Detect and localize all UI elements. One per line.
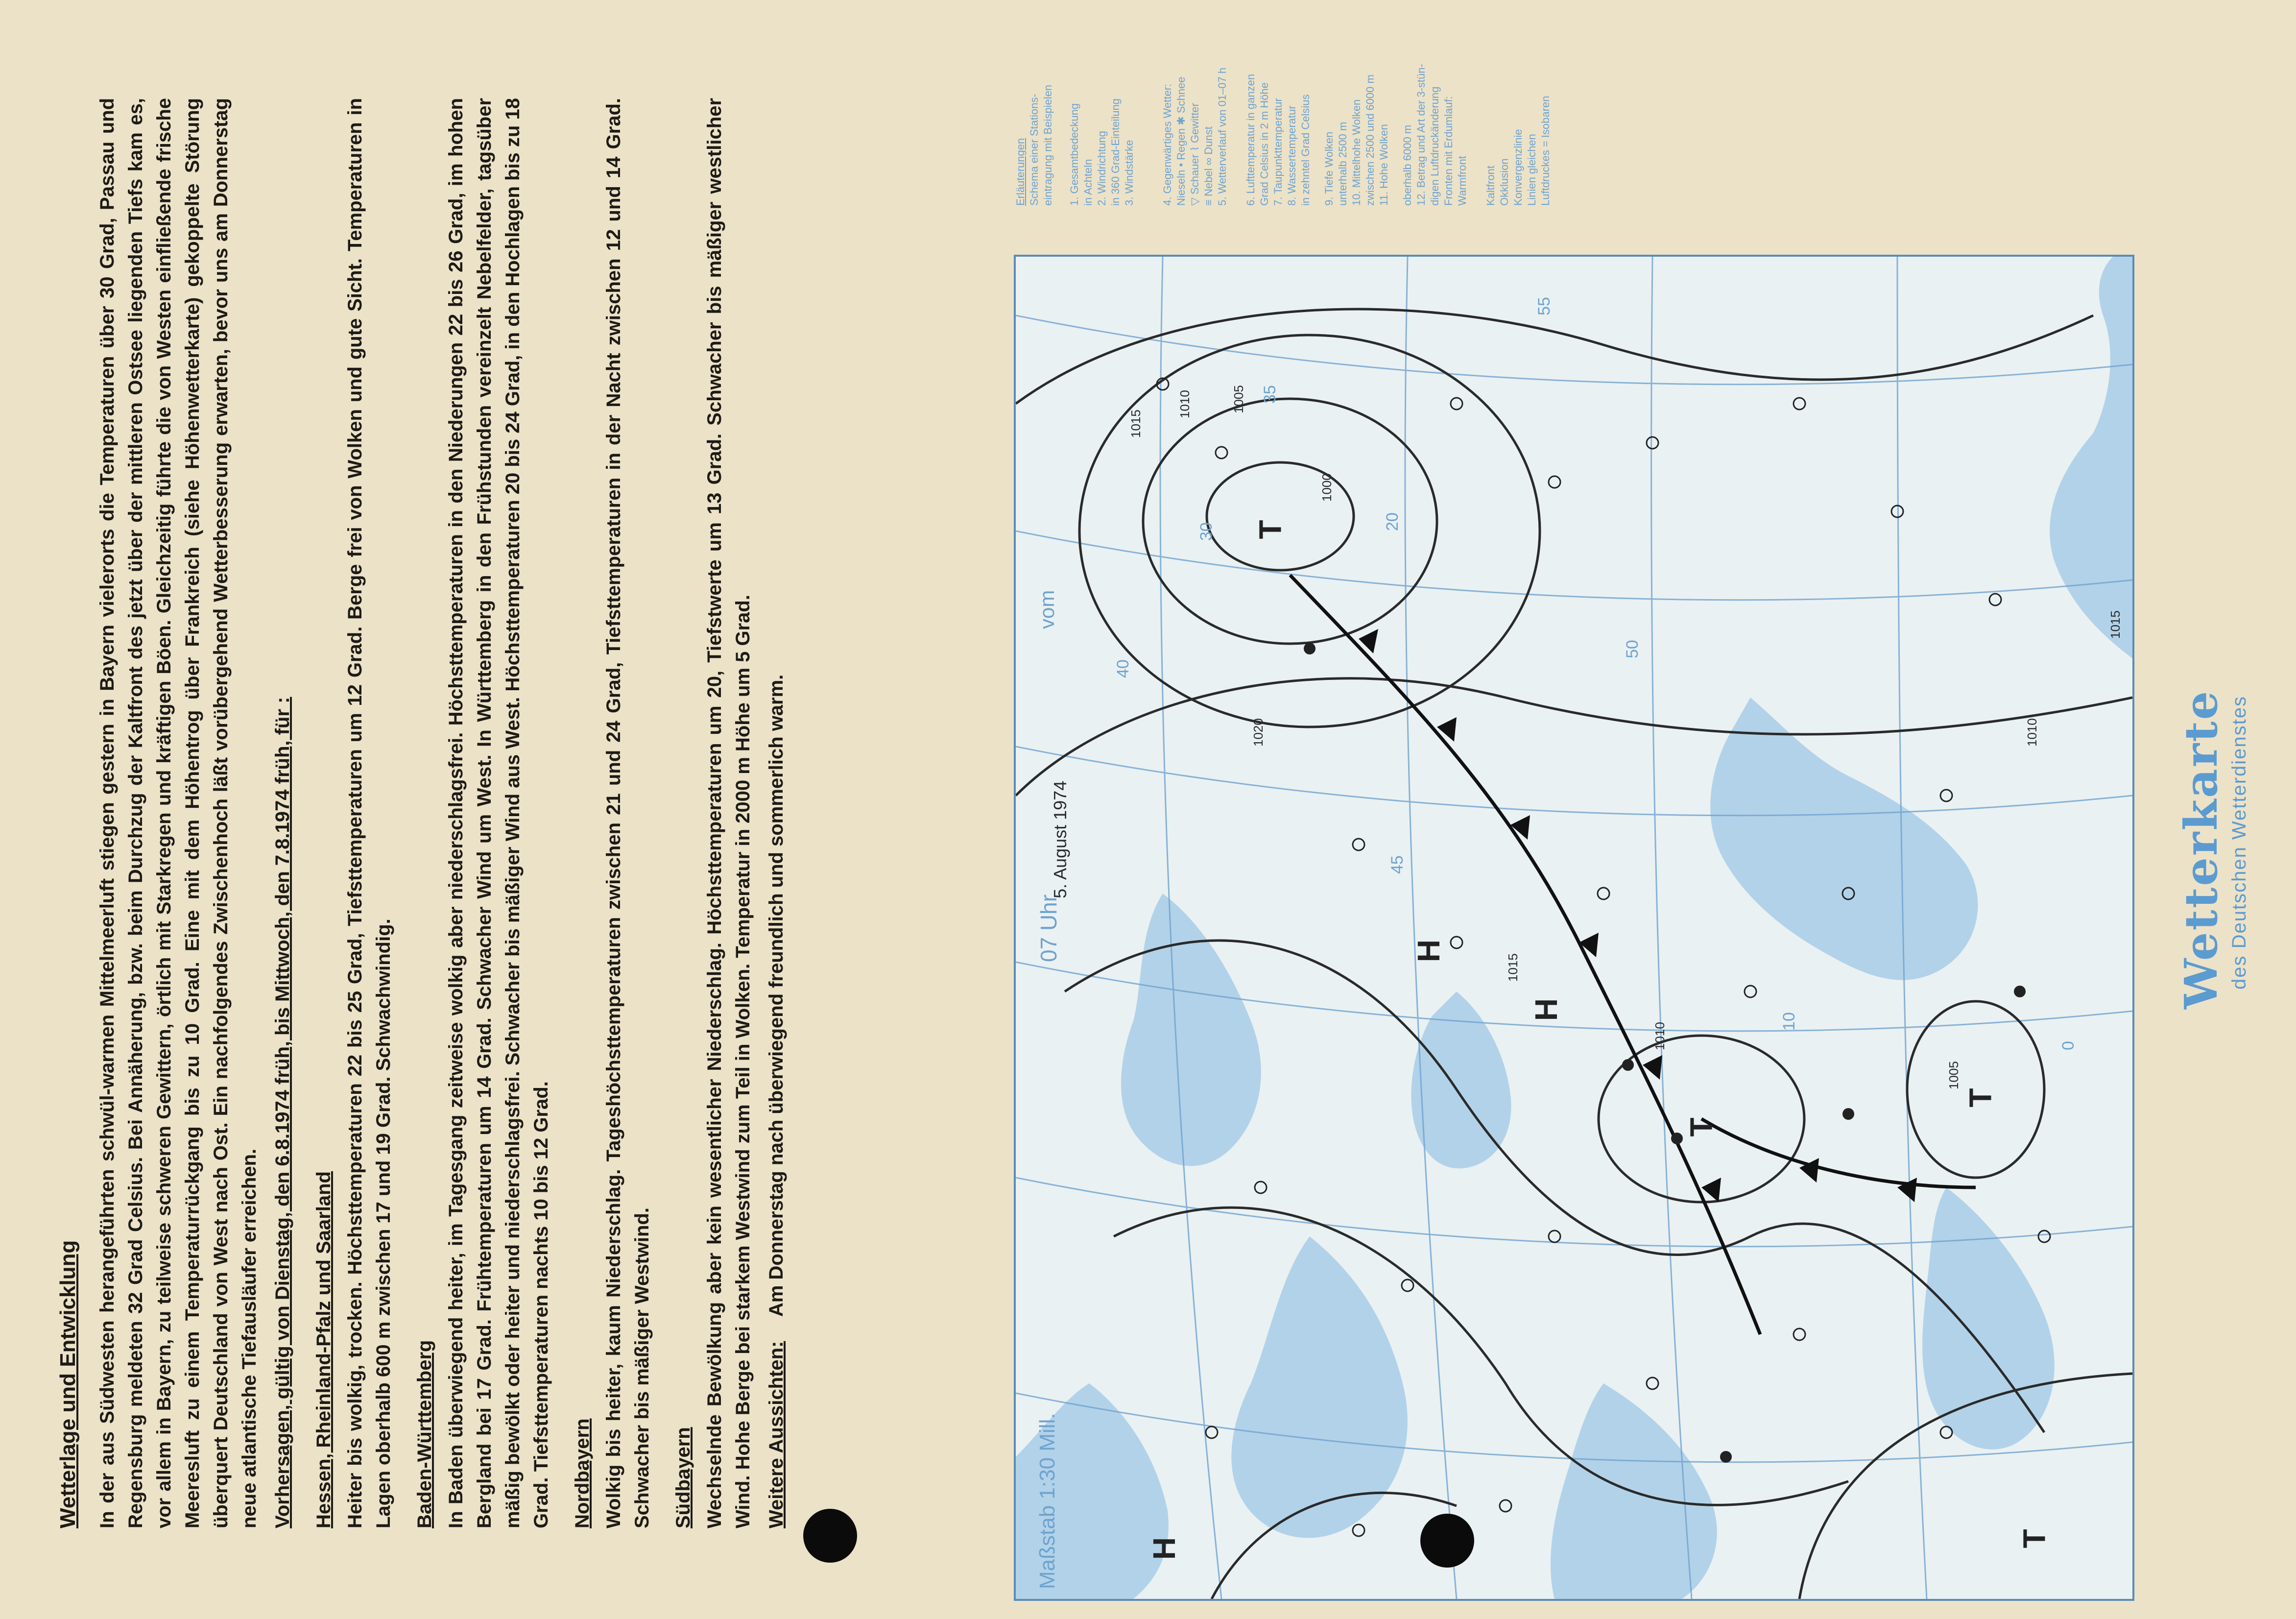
- high-pressure-center: H: [1411, 939, 1447, 963]
- legend-item: Schema einer Stations-: [1028, 94, 1040, 206]
- region-heading-hessen: Hessen, Rheinland-Pfalz und Saarland: [313, 1171, 335, 1528]
- legend-item: ≡ Nebel ∞ Dunst: [1202, 126, 1215, 206]
- legend-item: 8. Wassertemperatur: [1286, 105, 1298, 206]
- latitude-label: 45: [1388, 855, 1407, 874]
- legend-item: digen Luftdruckänderung: [1429, 86, 1441, 206]
- legend-item: 10. Mittelhohe Wolken: [1350, 99, 1363, 206]
- legend-item: 9. Tiefe Wolken: [1323, 131, 1335, 206]
- legend-item: Konvergenzlinie: [1512, 129, 1524, 206]
- region-text-suedbayern: Wechselnde Bewölkung aber kein wesentlicher Niederschlag. Höchsttemperaturen um 20, Tiefstwerte um 13 Grad. Schwacher bis mäßiger westlicher Wind. Hohe Berge bei starkem Westwind zum Teil in Wolken. Temperatur in 2000 m Höhe um 5 Grad.: [704, 98, 754, 1528]
- punch-hole: [803, 1509, 857, 1563]
- legend-column-1: [1014, 0, 1055, 206]
- legend-item: 7. Taupunkttemperatur: [1272, 98, 1284, 206]
- isobar-label: 1015: [2108, 610, 2123, 639]
- outlook-text: Am Donnerstag nach überwiegend freundlich und sommerlich warm.: [765, 674, 787, 1317]
- situation-text: In der aus Südwesten herangeführten schwül-warmen Mittelmeerluft stiegen gestern in Bayern vielerorts die Temperaturen über 30 Grad, Passau und Regensburg meldeten 32 Grad Celsius. Bei Annäherung, bzw. beim Durchzug der Kaltfront des jetzt über der mittleren Ostsee liegenden Tiefs kam es, vor allem in Bayern, zu teilweise schweren Gewittern, örtlich mit Starkregen und kräftigen Böen. Gleichzeitig führte die von Westen einfließende frische Meeresluft zu einem Temperaturrückgang bis zu 10 Grad. Eine mit dem Höhentrog über Frankreich (siehe Höhenwetterkarte) gekoppelte Störung überquert Deutschland von West nach Ost. Ein nachfolgendes Zwischenhoch läßt vorübergehend Wetterbesserung erwarten, bevor uns am Donnerstag neue atlantische Tiefausläufer erreichen.: [96, 98, 260, 1528]
- legend-item: zwischen 2500 und 6000 m: [1364, 74, 1376, 206]
- legend-item: eintragung mit Beispielen: [1042, 84, 1054, 206]
- low-pressure-center: T: [1252, 520, 1288, 539]
- high-pressure-center: H: [1147, 1537, 1182, 1560]
- map-date: 5. August 1974: [1050, 780, 1070, 898]
- legend-item: Linien gleichen: [1526, 134, 1538, 206]
- legend-column-4: [1244, 0, 1313, 206]
- forecast-text-column: [54, 98, 906, 1528]
- region-heading-bawue: Baden-Württemberg: [414, 1340, 435, 1528]
- legend-item: 5. Wetterverlauf von 01–07 h: [1216, 67, 1228, 206]
- legend-item: in Achteln: [1082, 159, 1094, 206]
- punch-hole: [1420, 1514, 1474, 1568]
- sea-areas: [1016, 257, 2132, 1599]
- forecast-validity: Vorhersagen, gültig von Dienstag, den 6.8.1974 früh, bis Mittwoch, den 7.8.1974 früh, für :: [272, 697, 293, 1528]
- isobar-label: 1015: [1506, 953, 1520, 982]
- legend-item: 2. Windrichtung: [1096, 131, 1108, 206]
- legend-item: Warmfront: [1456, 156, 1468, 206]
- legend-heading: Erläuterungen: [1014, 138, 1027, 206]
- high-pressure-center: H: [1529, 998, 1564, 1021]
- isobar-label: 1020: [1251, 718, 1266, 747]
- region-text-nordbayern: Wolkig bis heiter, kaum Niederschlag. Tageshöchsttemperaturen zwischen 21 und 24 Grad, Tiefsttemperaturen in der Nacht zwischen 12 und 14 Grad. Schwacher bis mäßiger Westwind.: [603, 98, 653, 1528]
- legend-item: unterhalb 2500 m: [1337, 121, 1349, 206]
- latitude-label: 10: [1780, 1012, 1798, 1031]
- isobar-label: 1010: [1652, 1022, 1667, 1050]
- legend-column-5: [1322, 0, 1391, 206]
- legend-item: 3. Windstärke: [1123, 140, 1135, 206]
- latitude-label: 50: [1623, 640, 1642, 658]
- latitude-label: 0: [2059, 1041, 2078, 1050]
- legend-item: Nieseln • Regen ✱ Schnee: [1175, 76, 1187, 206]
- map-vom-label: vom: [1035, 590, 1058, 629]
- legend-item: 6. Lufttemperatur in ganzen: [1244, 73, 1257, 206]
- legend-item: Fronten mit Erdumlauf:: [1442, 96, 1455, 206]
- legend-item: 11. Hohe Wolken: [1378, 124, 1390, 206]
- legend-column-3: [1161, 0, 1229, 206]
- station-markers-filled: [1304, 643, 2026, 1463]
- outlook: [762, 98, 790, 1528]
- legend-item: Okklusion: [1498, 158, 1510, 206]
- region-text-bawue: In Baden überwiegend heiter, im Tagesgang zeitweise wolkig aber niederschlagsfrei. Höchsttemperaturen in den Niederungen 22 bis 26 Grad, im hohen Bergland bei 17 Grad. Frühtemperaturen um 14 Grad. Schwacher Wind um West. In Württemberg in den Frühstunden vereinzelt Nebelfelder, tagsüber mäßig bewölkt oder heiter und niederschlagsfrei. Schwacher bis mäßiger Wind aus West. Höchsttemperaturen 20 bis 24 Grad, in den Hochlagen bis zu 18 Grad. Tiefsttemperaturen nachts 10 bis 12 Grad.: [445, 98, 552, 1528]
- region-heading-nordbayern: Nordbayern: [572, 1418, 593, 1528]
- legend-item: Grad Celsius in 2 m Höhe: [1258, 82, 1270, 206]
- low-pressure-center: T: [1962, 1088, 1998, 1108]
- legend-item: ▽ Schauer ⌇ Gewitter: [1189, 103, 1201, 206]
- latitude-label: 30: [1197, 522, 1216, 541]
- latitude-label: 40: [1114, 659, 1132, 678]
- legend-column-2: [1068, 0, 1136, 206]
- low-pressure-center: T: [1683, 1117, 1719, 1137]
- map-time: 07 Uhr: [1036, 894, 1061, 962]
- isobar-label: 1010: [1177, 390, 1192, 418]
- legend-item: Luftdruckes = Isobaren: [1539, 96, 1552, 206]
- latitude-label: 20: [1383, 512, 1402, 531]
- map-drawing: [1016, 257, 2132, 1599]
- legend-item: in zehntel Grad Celsius: [1299, 94, 1312, 206]
- legend-column-7: [1484, 0, 1553, 206]
- legend-item: 12. Betrag und Art der 3-stün-: [1415, 64, 1427, 206]
- situation-heading: Wetterlage und Entwicklung: [56, 1240, 80, 1528]
- isobar-label: 1005: [1946, 1061, 1961, 1089]
- map-title: Wetterkarte: [2175, 689, 2227, 1009]
- legend-item: 1. Gesamtbedeckung: [1068, 103, 1080, 206]
- map-scale: Maßstab 1:30 Mill.: [1035, 1413, 1059, 1589]
- isobar-label: 1010: [2025, 718, 2039, 747]
- isobar-label: 1000: [1319, 473, 1334, 502]
- legend-column-6: [1401, 0, 1469, 206]
- legend-item: in 360 Grad-Einteilung: [1109, 98, 1122, 206]
- isobar-label: 1015: [1128, 410, 1143, 438]
- outlook-label: Weitere Aussichten:: [765, 1341, 787, 1528]
- region-heading-suedbayern: Südbayern: [672, 1427, 694, 1528]
- region-text-hessen: Heiter bis wolkig, trocken. Höchsttemperaturen 22 bis 25 Grad, Tiefsttemperaturen um 12 Grad. Berge frei von Wolken und gute Sicht. Temperaturen in Lagen oberhalb 600 m zwischen 17 und 19 Grad. Schwachwindig.: [344, 98, 394, 1528]
- legend-item: 4. Gegenwärtiges Wetter:: [1161, 83, 1173, 206]
- latitude-label: 35: [1261, 385, 1279, 404]
- legend-item: Kaltfront: [1484, 166, 1497, 206]
- isobar-label: 1005: [1231, 385, 1246, 413]
- map-subtitle: des Deutschen Wetterdienstes: [2228, 695, 2250, 990]
- latitude-label: 55: [1535, 297, 1554, 315]
- synoptic-map: [1014, 255, 2134, 1601]
- legend-item: oberhalb 6000 m: [1401, 124, 1413, 206]
- low-pressure-center: T: [2016, 1529, 2052, 1548]
